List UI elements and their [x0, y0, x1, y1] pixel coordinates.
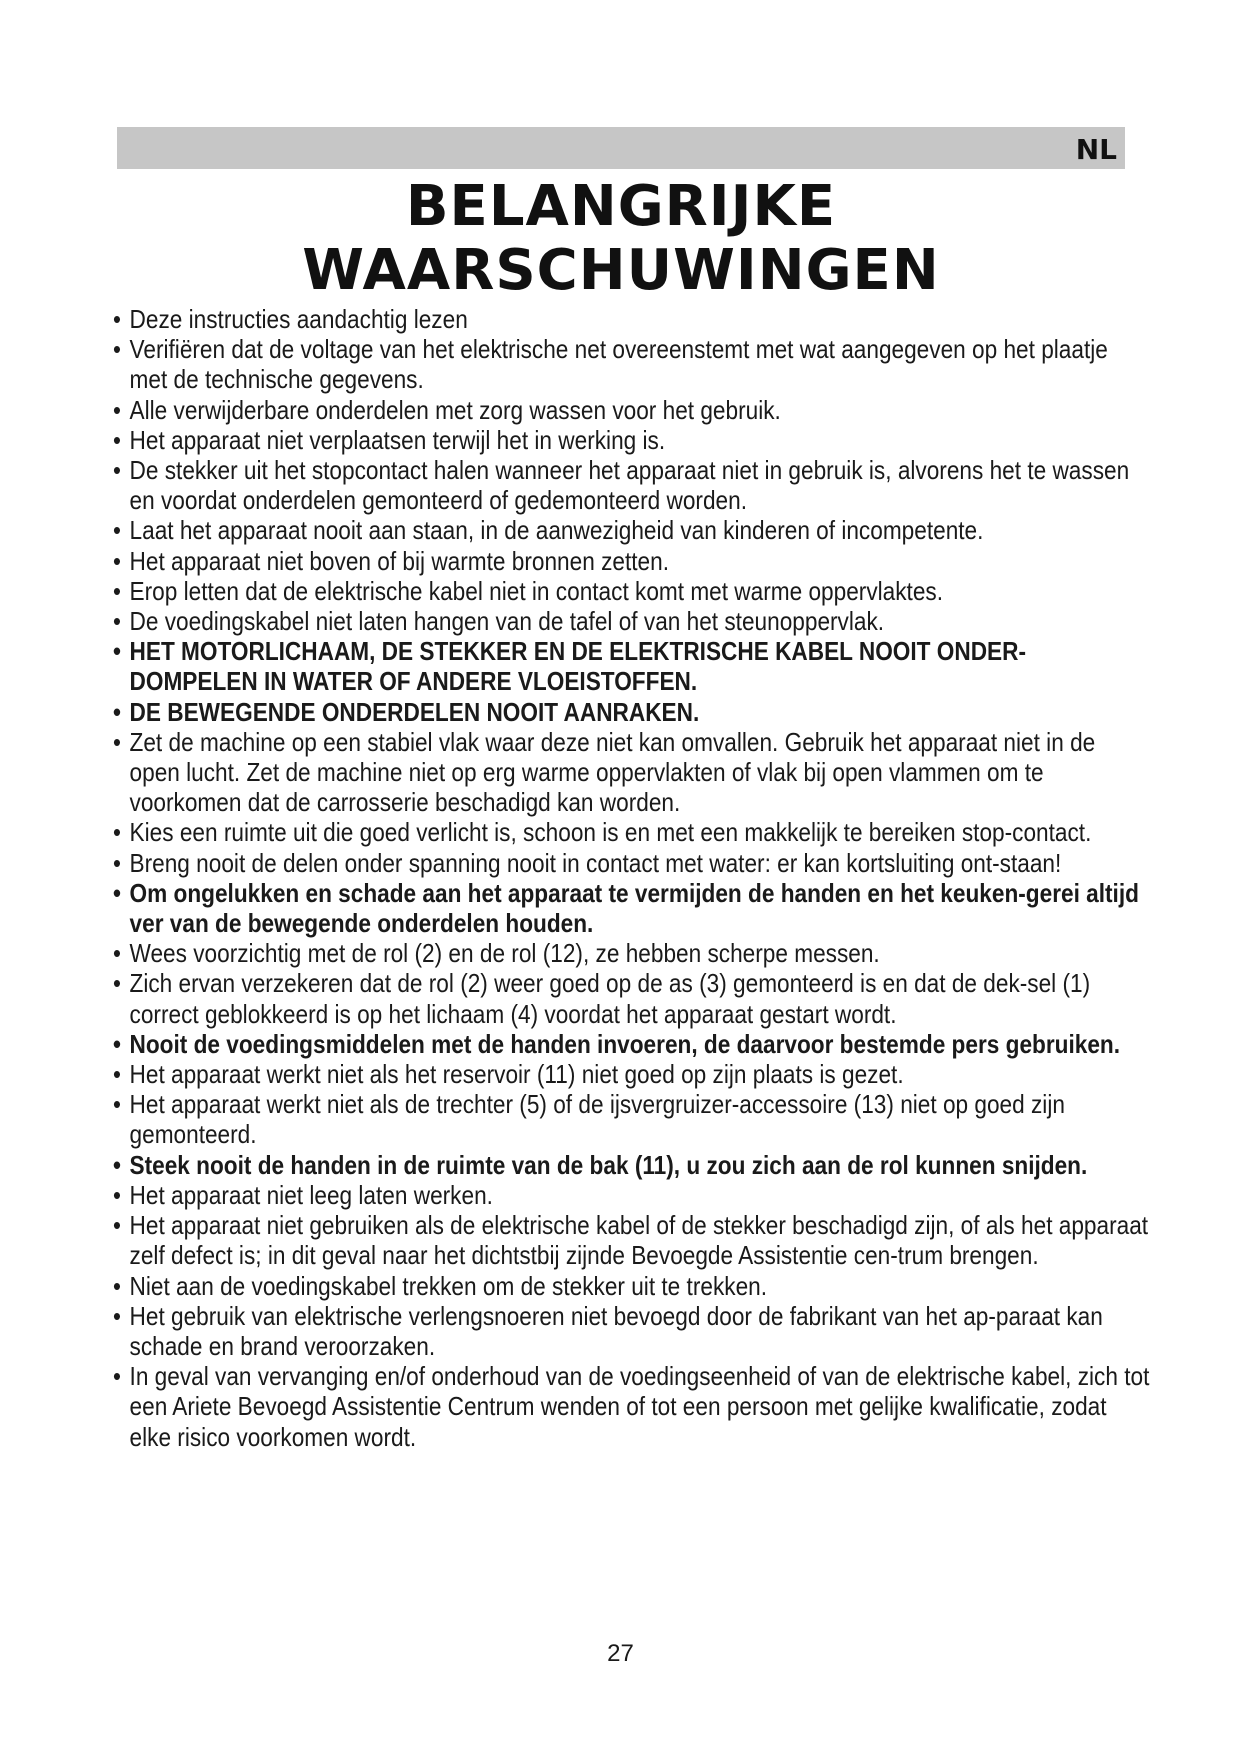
warning-item: • Wees voorzichtig met de rol (2) en de rol (12), ze hebben scherpe messen.	[113, 938, 1152, 968]
warning-item: • In geval van vervanging en/of onderhoud van de voedingseenheid of van de elektrische kabel, zich tot een Ariete Bevoegd Assistentie Centrum wenden of tot een persoon met gelijke kwalificatie, zodat elke risico voorkomen wordt.	[113, 1361, 1152, 1452]
warning-item-emphasized: • Om ongelukken en schade aan het apparaat te vermijden de handen en het keuken-gerei altijd ver van de bewegende onderdelen houden.	[113, 878, 1152, 938]
page-title-line-1: BELANGRIJKE	[405, 174, 837, 239]
warning-item: • Breng nooit de delen onder spanning nooit in contact met water: er kan kortsluiting ont-staan!	[113, 848, 1152, 878]
warning-item: • Zich ervan verzekeren dat de rol (2) weer goed op de as (3) gemonteerd is en dat de dek-sel (1) correct geblokkeerd is op het lichaam (4) voordat het apparaat gestart wordt.	[113, 968, 1152, 1028]
warning-item: • De stekker uit het stopcontact halen wanneer het apparaat niet in gebruik is, alvorens het te wassen en voordat onderdelen gemonteerd of gedemonteerd worden.	[113, 455, 1152, 515]
warning-item-emphasized: • DE BEWEGENDE ONDERDELEN NOOIT AANRAKEN.	[113, 697, 1152, 727]
warning-item: • Niet aan de voedingskabel trekken om de stekker uit te trekken.	[113, 1271, 1152, 1301]
warning-item: • Verifiëren dat de voltage van het elektrische net overeenstemt met wat aangegeven op het plaatje met de technische gegevens.	[113, 334, 1152, 394]
page-title-line-2: WAARSCHUWINGEN	[302, 238, 940, 303]
warning-item: • Het apparaat werkt niet als de trechter (5) of de ijsvergruizer-accessoire (13) niet op goed zijn gemonteerd.	[113, 1089, 1152, 1149]
language-header-bar	[117, 127, 1125, 169]
warning-item: • Het gebruik van elektrische verlengsnoeren niet bevoegd door de fabrikant van het ap-paraat kan schade en brand veroorzaken.	[113, 1301, 1152, 1361]
warning-item: • Kies een ruimte uit die goed verlicht is, schoon is en met een makkelijk te bereiken stop-contact.	[113, 817, 1152, 847]
warning-item: • Zet de machine op een stabiel vlak waar deze niet kan omvallen. Gebruik het apparaat niet in de open lucht. Zet de machine niet op erg warme oppervlakten of vlak bij open vlammen om te voorkomen dat de carrosserie beschadigd kan worden.	[113, 727, 1152, 818]
warning-item: • Alle verwijderbare onderdelen met zorg wassen voor het gebruik.	[113, 395, 1152, 425]
warning-item: • Laat het apparaat nooit aan staan, in de aanwezigheid van kinderen of incompetente.	[113, 515, 1152, 545]
language-code: NL	[1075, 133, 1117, 166]
page-title	[117, 175, 1125, 303]
warning-item: • Het apparaat niet boven of bij warmte bronnen zetten.	[113, 546, 1152, 576]
warning-item-emphasized: • Nooit de voedingsmiddelen met de handen invoeren, de daarvoor bestemde pers gebruiken.	[113, 1029, 1152, 1059]
warning-item: • Het apparaat niet gebruiken als de elektrische kabel of de stekker beschadigd zijn, of als het apparaat zelf defect is; in dit geval naar het dichtstbij zijnde Bevoegde Assistentie cen-trum brengen.	[113, 1210, 1152, 1270]
warning-item: • De voedingskabel niet laten hangen van de tafel of van het steunoppervlak.	[113, 606, 1152, 636]
warning-item: • Erop letten dat de elektrische kabel niet in contact komt met warme oppervlaktes.	[113, 576, 1152, 606]
warning-item: • Het apparaat werkt niet als het reservoir (11) niet goed op zijn plaats is gezet.	[113, 1059, 1152, 1089]
warning-item-emphasized: • Steek nooit de handen in de ruimte van de bak (11), u zou zich aan de rol kunnen snijden.	[113, 1150, 1152, 1180]
warning-item: • Het apparaat niet leeg laten werken.	[113, 1180, 1152, 1210]
warning-item: • Deze instructies aandachtig lezen	[113, 304, 1152, 334]
page-number: 27	[607, 1640, 634, 1667]
warnings-list	[113, 304, 1150, 1452]
warning-item-emphasized: • HET MOTORLICHAAM, DE STEKKER EN DE ELEKTRISCHE KABEL NOOIT ONDER-DOMPELEN IN WATER OF ANDERE VLOEISTOFFEN.	[113, 636, 1152, 696]
warning-item: • Het apparaat niet verplaatsen terwijl het in werking is.	[113, 425, 1152, 455]
